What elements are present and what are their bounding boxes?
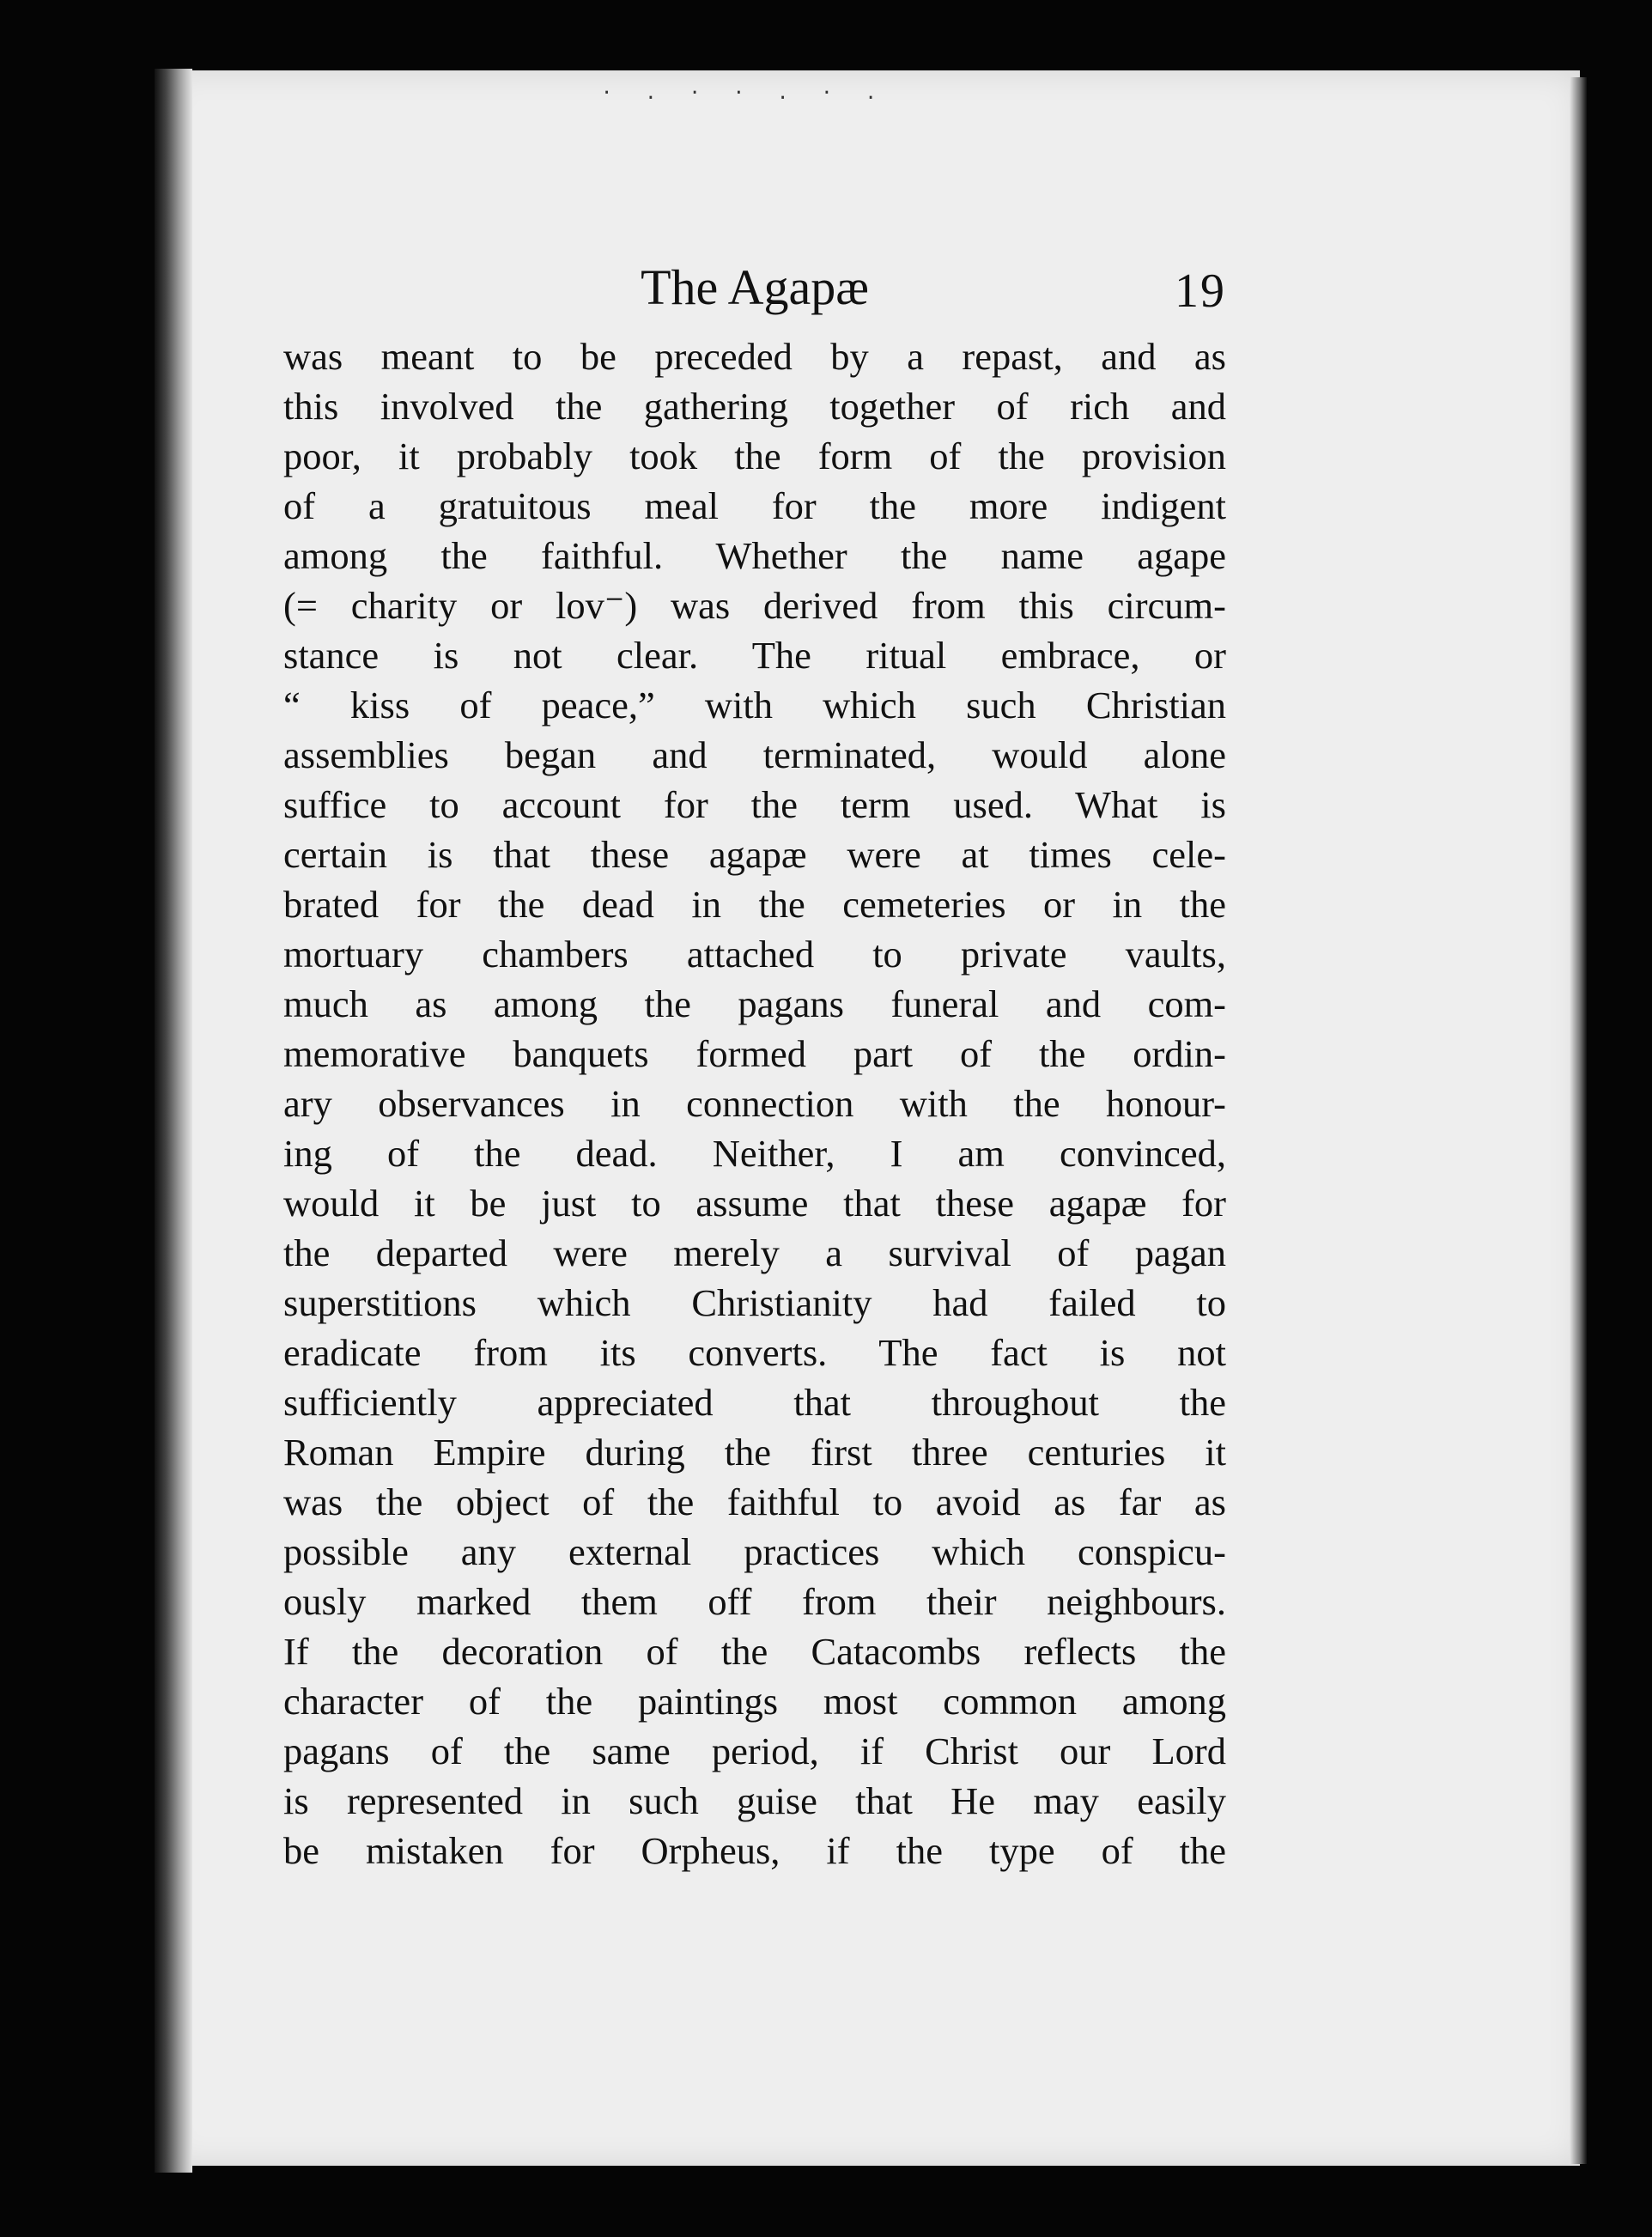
- page-number: 19: [1175, 264, 1226, 318]
- body-text: [283, 331, 1226, 1875]
- text-line: poor, it probably took the form of the provision: [283, 435, 1226, 477]
- text-line: brated for the dead in the cemeteries or in the: [283, 883, 1226, 926]
- text-line: superstitions which Christianity had failed to: [283, 1281, 1226, 1324]
- text-line: much as among the pagans funeral and com-: [283, 982, 1226, 1025]
- text-line: assemblies began and terminated, would alone: [283, 733, 1226, 776]
- book-binding-shadow: [155, 69, 192, 2173]
- text-line: was the object of the faithful to avoid as far as: [283, 1480, 1226, 1523]
- text-line: ously marked them off from their neighbours.: [283, 1580, 1226, 1623]
- text-line: of a gratuitous meal for the more indigent: [283, 484, 1226, 527]
- text-line: suffice to account for the term used. What is: [283, 783, 1226, 826]
- text-line: Roman Empire during the first three centuries it: [283, 1431, 1226, 1474]
- text-line: possible any external practices which conspicu-: [283, 1530, 1226, 1573]
- text-line: character of the paintings most common among: [283, 1680, 1226, 1723]
- text-line: this involved the gathering together of rich and: [283, 385, 1226, 428]
- text-line: ing of the dead. Neither, I am convinced,: [283, 1132, 1226, 1175]
- text-line: is represented in such guise that He may easily: [283, 1779, 1226, 1822]
- text-line: be mistaken for Orpheus, if the type of the: [283, 1829, 1226, 1872]
- running-title: The Agapæ: [641, 259, 869, 315]
- text-line: would it be just to assume that these agapæ for: [283, 1182, 1226, 1225]
- text-line: among the faithful. Whether the name agape: [283, 534, 1226, 577]
- text-line: mortuary chambers attached to private vaults,: [283, 933, 1226, 976]
- text-line: was meant to be preceded by a repast, and as: [283, 335, 1226, 378]
- text-line: (= charity or lov⁻) was derived from this circum-: [283, 584, 1226, 627]
- text-line: “ kiss of peace,” with which such Christian: [283, 684, 1226, 726]
- text-line: If the decoration of the Catacombs reflects the: [283, 1630, 1226, 1673]
- text-line: memorative banquets formed part of the ordin-: [283, 1032, 1226, 1075]
- page-header: [283, 249, 1226, 326]
- text-line: the departed were merely a survival of pagan: [283, 1231, 1226, 1274]
- text-line: pagans of the same period, if Christ our Lord: [283, 1729, 1226, 1772]
- text-line: stance is not clear. The ritual embrace, or: [283, 634, 1226, 677]
- text-line: certain is that these agapæ were at times cele-: [283, 833, 1226, 876]
- text-line: sufficiently appreciated that throughout the: [283, 1381, 1226, 1424]
- text-line: eradicate from its converts. The fact is not: [283, 1331, 1226, 1374]
- text-line: ary observances in connection with the honour-: [283, 1082, 1226, 1125]
- page-right-edge-shadow: [1570, 77, 1587, 2164]
- scan-specks: ·.··.·.: [601, 82, 909, 104]
